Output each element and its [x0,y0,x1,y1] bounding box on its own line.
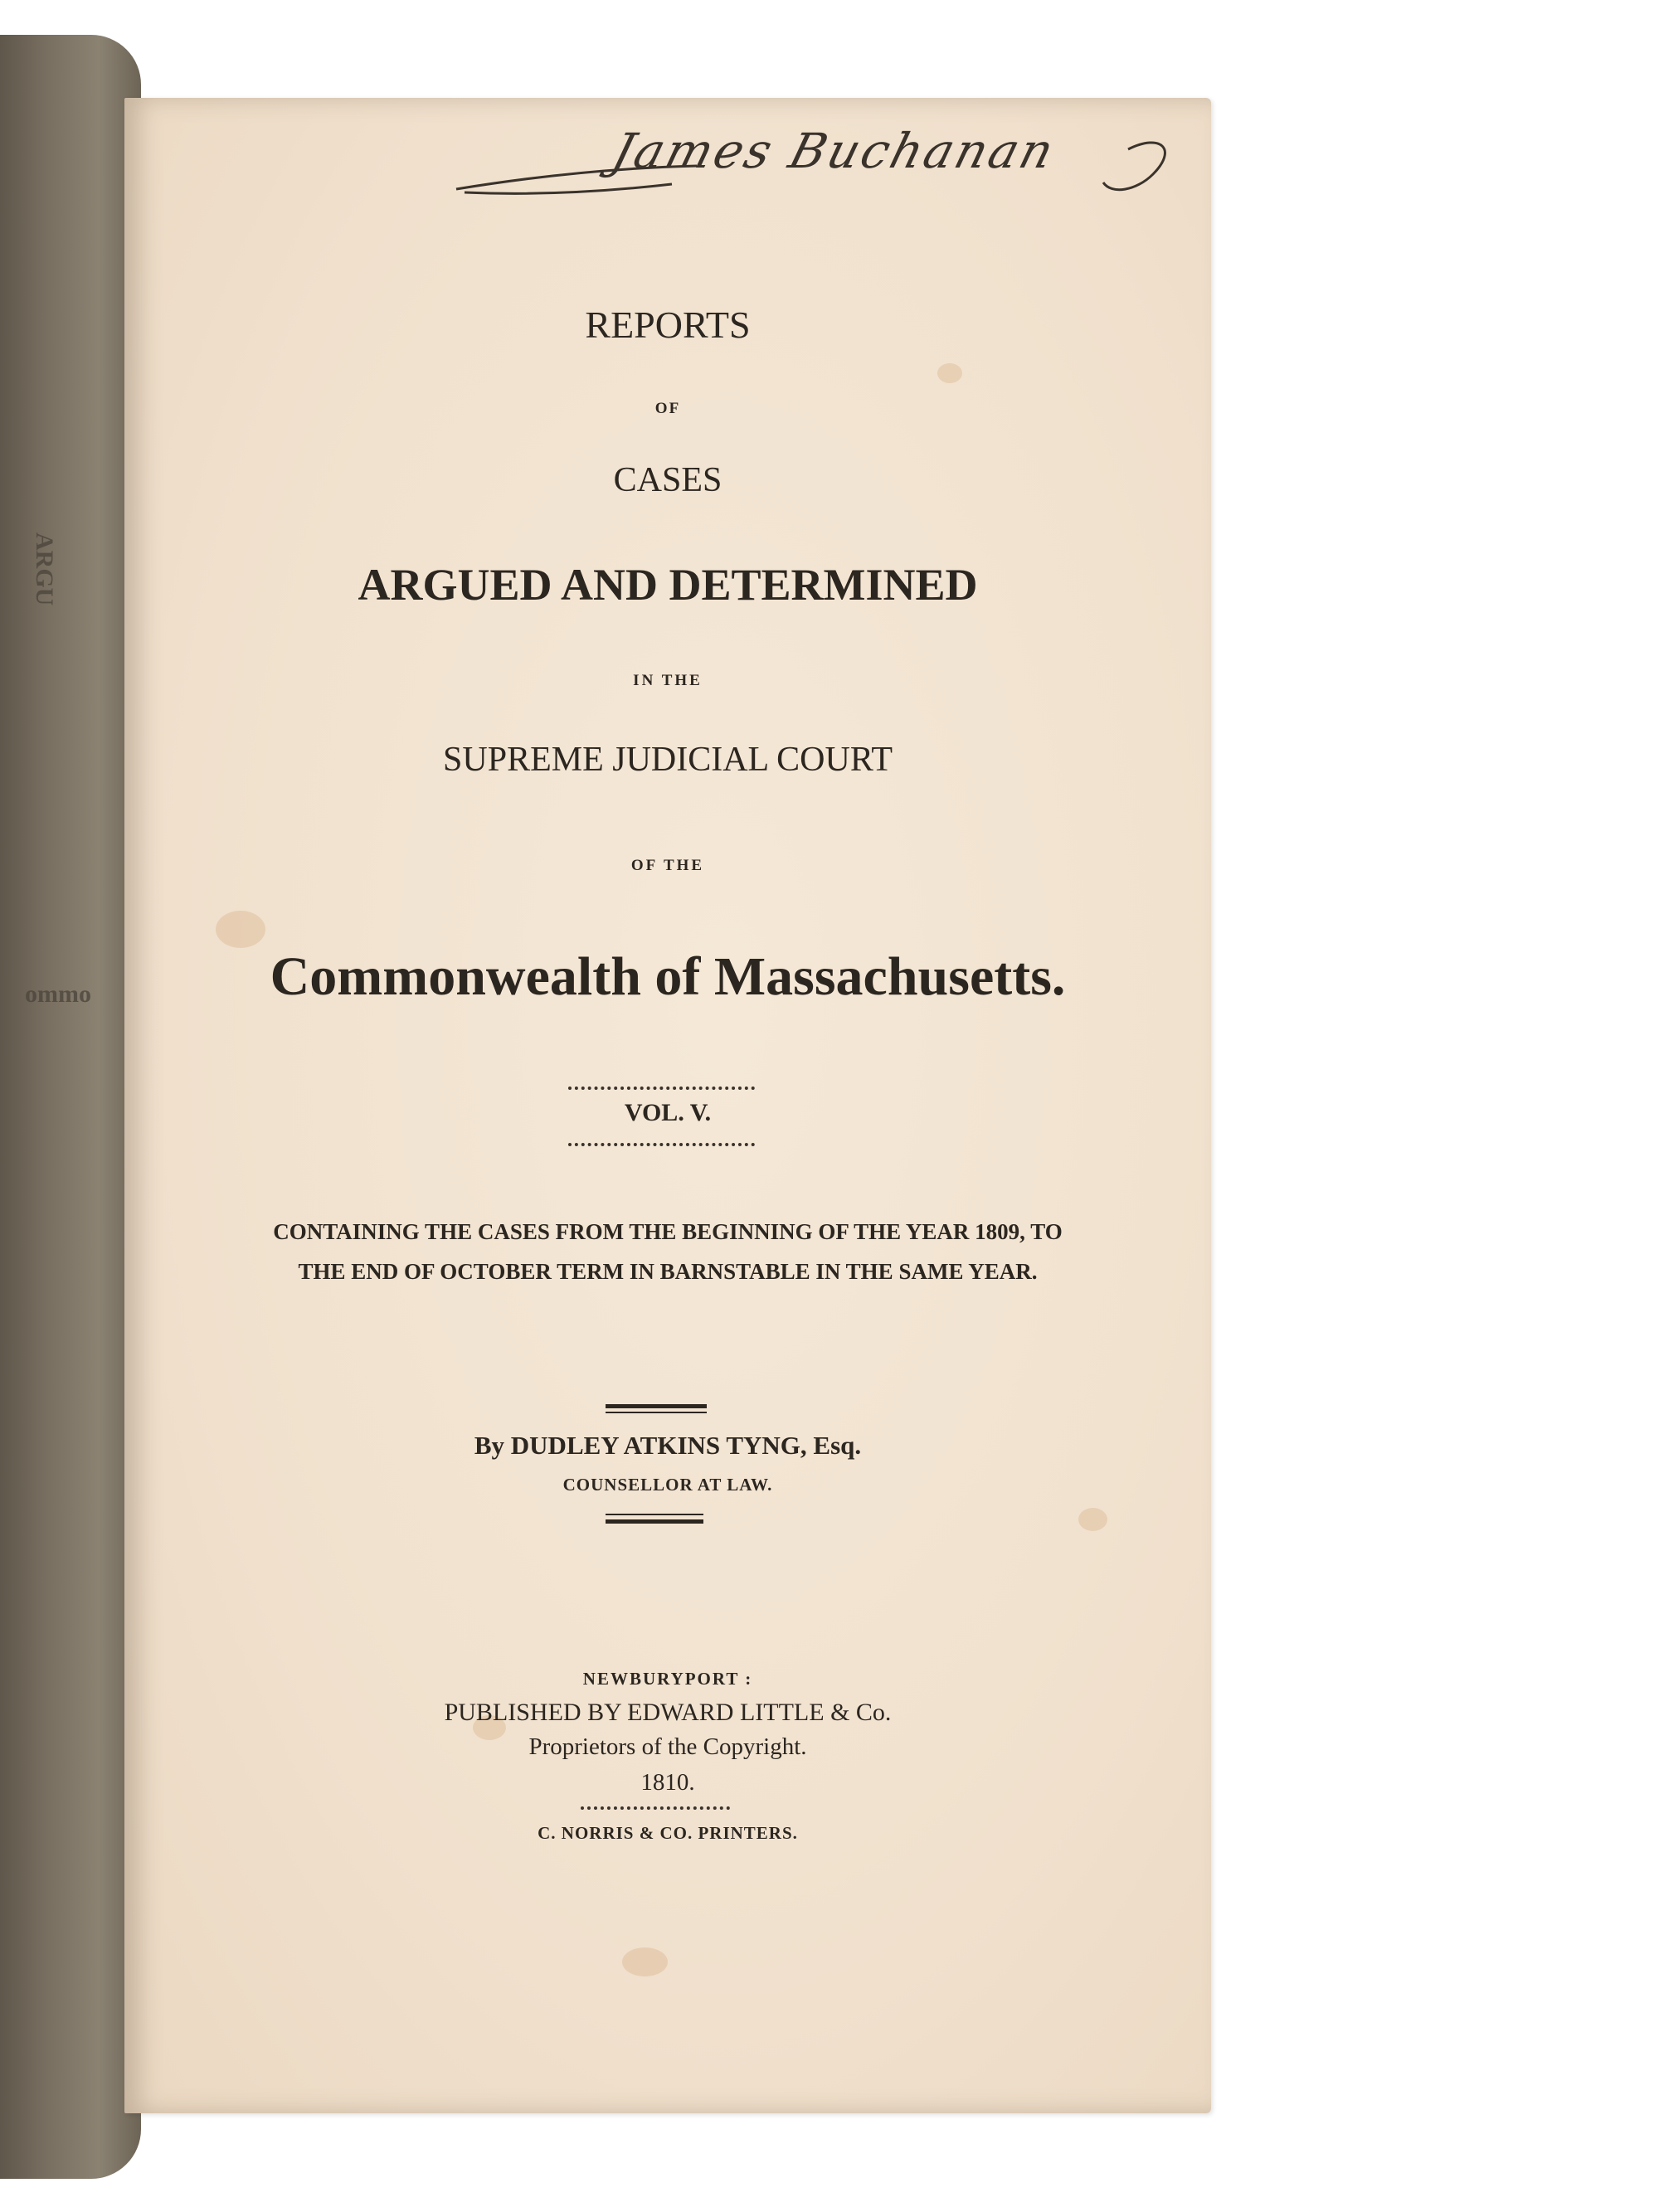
title-argued: ARGUED AND DETERMINED [358,560,978,610]
imprint-publisher: PUBLISHED BY EDWARD LITTLE & Co. [444,1699,892,1726]
title-cases: CASES [613,461,722,499]
title-of: OF [654,400,681,417]
dotted-rule-top [568,1087,755,1090]
spine-fragment-top: ARGU [31,532,58,606]
dotted-rule-bottom [568,1143,755,1146]
spine-fragment-middle: ommo [25,980,91,1008]
author-by-line: By DUDLEY ATKINS TYNG, Esq. [474,1431,862,1460]
handwritten-signature: James Buchanan [606,123,1063,179]
imprint-year: 1810. [640,1769,695,1796]
title-in-the: IN THE [633,672,703,689]
double-rule-top-2 [606,1412,707,1413]
title-court: SUPREME JUDICIAL COURT [443,741,893,779]
author-title: COUNSELLOR AT LAW. [562,1475,773,1495]
title-of-the: OF THE [630,857,705,874]
title-commonwealth: Commonwealth of Massachusetts. [270,946,1066,1007]
imprint-printer: C. NORRIS & CO. PRINTERS. [538,1823,798,1843]
double-rule-top-1 [606,1404,707,1408]
book-spine [0,35,141,2179]
contents-line-1: CONTAINING THE CASES FROM THE BEGINNING OF THE YEAR 1809, TO [273,1219,1063,1244]
volume-label: VOL. V. [624,1099,712,1126]
dotted-rule-imprint [581,1806,730,1810]
imprint-proprietors: Proprietors of the Copyright. [528,1733,807,1760]
contents-line-2: THE END OF OCTOBER TERM IN BARNSTABLE IN THE SAME YEAR. [298,1259,1038,1284]
title-reports: REPORTS [585,304,751,346]
double-rule-bottom-1 [606,1514,703,1515]
imprint-place: NEWBURYPORT : [582,1669,753,1689]
double-rule-bottom-2 [606,1519,703,1524]
